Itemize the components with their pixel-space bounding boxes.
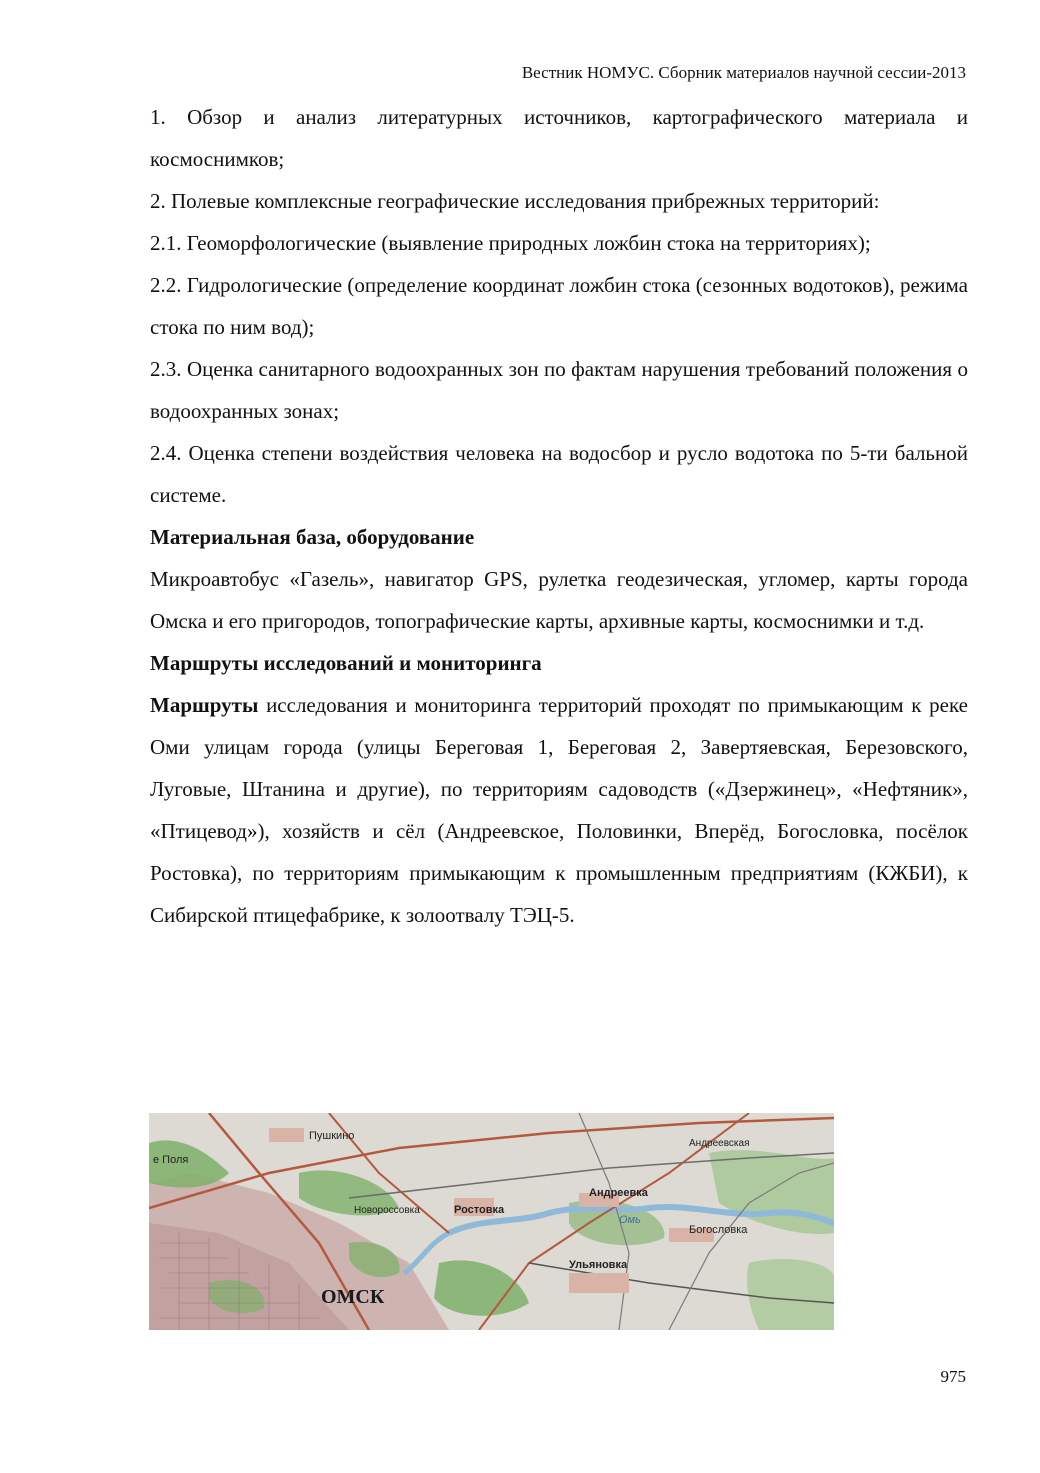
forest-7 (747, 1259, 834, 1330)
map-label-om: Омь (619, 1214, 641, 1226)
page-number: 975 (940, 1367, 966, 1386)
map-image (149, 1113, 834, 1330)
routes-lead-word: Маршруты (150, 693, 259, 717)
map-photo (149, 1113, 834, 1330)
section-heading-equipment: Материальная база, оборудование (150, 525, 475, 549)
settlement-pushkino (269, 1128, 304, 1142)
map-label-pushkino: Пушкино (309, 1130, 355, 1142)
list-item-2: 2. Полевые комплексные географические исследования прибрежных территорий: (150, 189, 880, 213)
body-text (150, 96, 968, 936)
settlement-ulyanovka (569, 1273, 629, 1293)
list-item-1: 1. Обзор и анализ литературных источников, картографического материала и космоснимков; (150, 105, 968, 171)
map-label-omsk: ОМСК (321, 1286, 385, 1308)
section-heading-routes: Маршруты исследований и мониторинга (150, 651, 542, 675)
map-label-novoroslovka: Новороссовка (354, 1205, 420, 1216)
routes-text: исследования и мониторинга территорий проходят по примыкающим к реке Оми улицам города (улицы Береговая 1, Береговая 2, Завертяевская, Березовского, Луговые, Штанина и другие), по территориям садоводств («Дзержинец», «Нефтяник», «Птицевод»), хозяйств и сёл (Андреевское, Половинки, Вперёд, Богословка, посёлок Ростовка), по территориям примыкающим к промышленным предприятиям (КЖБИ), к Сибирской птицефабрике, к золоотвалу ТЭЦ-5. (150, 693, 968, 927)
list-item-2-2: 2.2. Гидрологические (определение координат ложбин стока (сезонных водотоков), режима стока по ним вод); (150, 273, 968, 339)
map-label-ulyanovka: Ульяновка (569, 1259, 628, 1271)
list-item-2-3: 2.3. Оценка санитарного водоохранных зон по фактам нарушения требований положения о водоохранных зонах; (150, 357, 968, 423)
map-label-andreevskaya: Андреевская (689, 1138, 750, 1149)
map-label-polya: е Поля (153, 1154, 189, 1166)
list-item-2-4: 2.4. Оценка степени воздействия человека на водосбор и русло водотока по 5-ти бальной системе. (150, 441, 968, 507)
running-header: Вестник НОМУС. Сборник материалов научной сессии-2013 (521, 63, 966, 82)
list-item-2-1: 2.1. Геоморфологические (выявление природных ложбин стока на территориях); (150, 231, 871, 255)
map-label-rostovka: Ростовка (454, 1204, 505, 1216)
routes-paragraph (150, 684, 968, 936)
map-label-bogoslovka: Богословка (689, 1224, 748, 1236)
map-label-andreevka: Андреевка (589, 1187, 648, 1199)
equipment-paragraph: Микроавтобус «Газель», навигатор GPS, рулетка геодезическая, угломер, карты города Омска и его пригородов, топографические карты, архивные карты, космоснимки и т.д. (150, 567, 968, 633)
